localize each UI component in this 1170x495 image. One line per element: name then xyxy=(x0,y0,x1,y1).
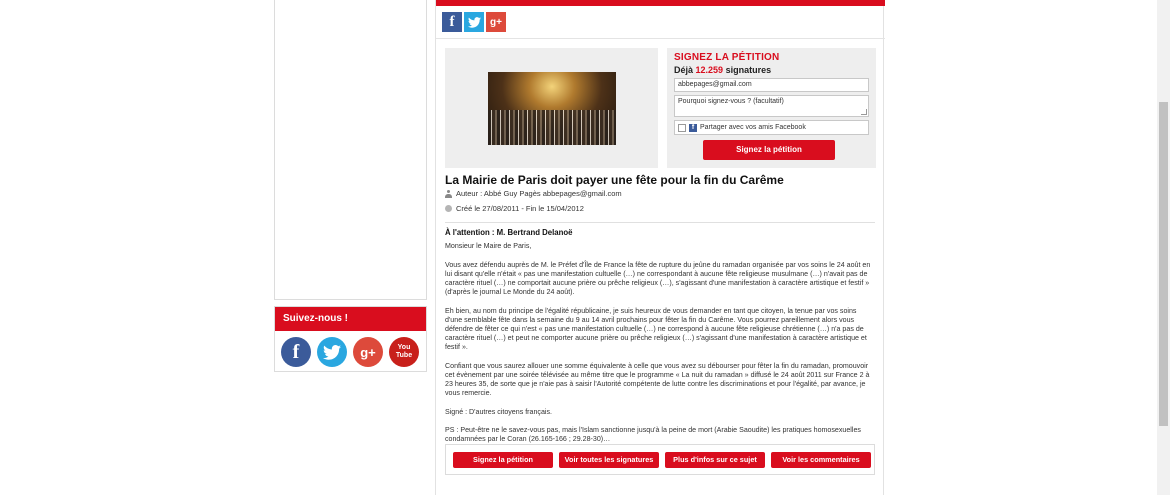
facebook-share-label: Partager avec vos amis Facebook xyxy=(700,124,806,131)
petition-photo-frame xyxy=(445,48,658,168)
sign-petition-box xyxy=(667,48,876,168)
paragraph: Signé : D'autres citoyens français. xyxy=(445,407,553,416)
left-column-panel xyxy=(274,0,427,300)
signature-count: Déjà 12.259 signatures xyxy=(674,65,772,75)
facebook-icon-small: f xyxy=(689,124,697,132)
follow-social-icons xyxy=(275,331,426,367)
action-bar xyxy=(445,444,875,475)
sign-petition-button[interactable]: Signez la pétition xyxy=(703,140,835,160)
petition-title: La Mairie de Paris doit payer une fête pour la fin du Carême xyxy=(445,173,784,187)
sign-petition-bottom-button[interactable]: Signez la pétition xyxy=(453,452,553,468)
paragraph: Confiant que vous saurez allouer une somme équivalente à celle que vous avez su débourser pour fêter la fin du ramadan, promouvoir cet évènement par une soirée télévisée au même titre que le programme « La nuit du ramadan » diffusé le 24 août 2011 sur France 2 à 23 heures 35, de sorte que je n'aie pas à saisir l'Autorité compétente de lutte contre les discriminations et pour l'égalité, par avance, je vous remercie. xyxy=(445,361,870,398)
paragraph: Eh bien, au nom du principe de l'égalité républicaine, je suis heureux de vous demander en tant que citoyen, la tenue par vos soins d'une semblable fête dans la semaine du 9 au 14 avril prochains pour fêter la fin du Carême. Vous pourrez pareillement alors vous défendre de fêter ce qui n'est « pas une manifestation cultuelle (…) ne correspond à aucune fête religieuse chrétienne (…) n'a pas de caractère rituel (…) et peut ne comporter aucune prière ou prêche religieux (…) s'agissant d'une manifestation à caractère artistique et festif ». xyxy=(445,306,867,352)
divider xyxy=(445,222,875,223)
more-info-button[interactable]: Plus d'infos sur ce sujet xyxy=(665,452,765,468)
follow-us-box xyxy=(274,306,427,372)
paragraph: PS : Peut-être ne le savez-vous pas, mais l'Islam sanctionne jusqu'à la peine de mort (Arabie Saoudite) les pratiques homosexuelles condamnées par le Coran (26.165-166 ; 29.28-30)… xyxy=(445,426,861,444)
share-buttons xyxy=(442,12,506,32)
google-plus-icon[interactable]: g+ xyxy=(353,337,383,367)
paragraph: Vous avez défendu auprès de M. le Préfet d'Île de France la fête de rupture du jeûne du ramadan organisée par vos soins le 24 août en lui disant qu'elle n'était « pas une manifestation cultuelle (…) ne correspondant à aucune fête religieuse musulmane (…) n'avait pas de caractère rituel (…) ne comportait aucune prière ou prêche religieux (…), s'agissant d'une manifestation à caractère artistique et festif » (d'après le journal Le Monde du 24 août). xyxy=(445,260,871,297)
youtube-label-top: You xyxy=(397,344,411,351)
reason-textarea[interactable]: Pourquoi signez-vous ? (facultatif) xyxy=(674,95,869,117)
divider xyxy=(436,38,885,39)
sign-title: SIGNEZ LA PÉTITION xyxy=(674,52,780,63)
view-comments-button[interactable]: Voir les commentaires xyxy=(771,452,871,468)
facebook-share-checkbox[interactable] xyxy=(678,124,686,132)
petition-photo xyxy=(488,72,616,145)
signature-count-number: 12.259 xyxy=(695,65,724,75)
petition-body xyxy=(445,227,873,454)
author-line xyxy=(445,189,622,198)
dates-text: Créé le 27/08/2011 - Fin le 15/04/2012 xyxy=(456,204,584,213)
facebook-share-icon[interactable]: f xyxy=(442,12,462,32)
petition-main-column xyxy=(435,0,884,495)
google-plus-share-icon[interactable]: g+ xyxy=(486,12,506,32)
author-text: Auteur : Abbé Guy Pagès abbepages@gmail.com xyxy=(456,189,622,198)
twitter-icon[interactable] xyxy=(317,337,347,367)
youtube-label-bottom: Tube xyxy=(395,352,413,359)
facebook-icon[interactable]: f xyxy=(281,337,311,367)
scrollbar-thumb[interactable] xyxy=(1159,102,1168,426)
paragraph: Monsieur le Maire de Paris, xyxy=(445,242,532,251)
facebook-share-option[interactable] xyxy=(674,120,869,135)
youtube-icon[interactable] xyxy=(389,337,419,367)
dates-line xyxy=(445,204,584,213)
view-all-signatures-button[interactable]: Voir toutes les signatures xyxy=(559,452,659,468)
person-icon xyxy=(445,190,452,198)
follow-us-title: Suivez-nous ! xyxy=(275,307,426,331)
top-accent-bar xyxy=(436,0,885,6)
attention-line: À l'attention : M. Bertrand Delanoë xyxy=(445,228,573,237)
email-field[interactable]: abbepages@gmail.com xyxy=(674,78,869,92)
twitter-share-icon[interactable] xyxy=(464,12,484,32)
clock-icon xyxy=(445,205,452,212)
